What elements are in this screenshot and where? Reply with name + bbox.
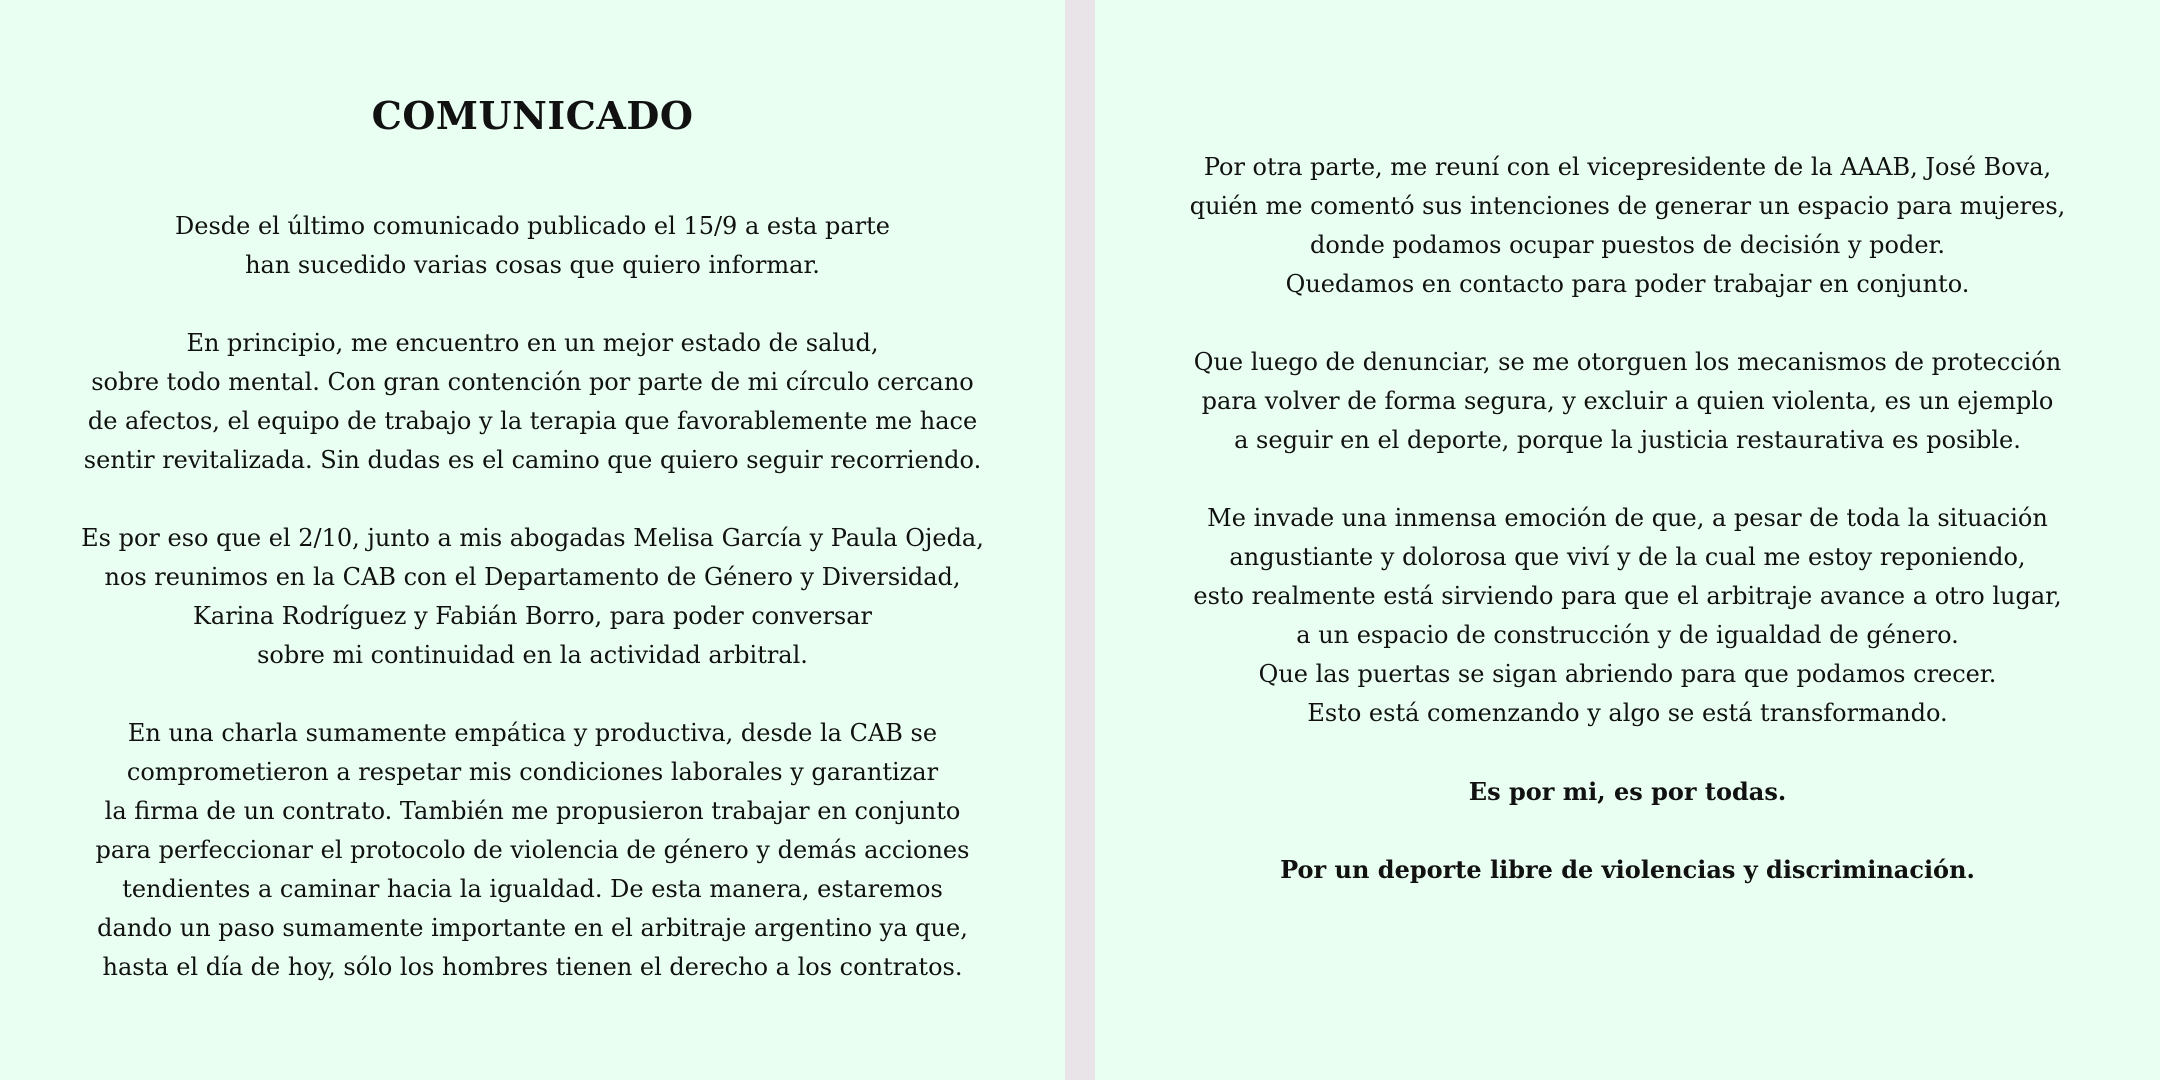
body-line: nos reunimos en la CAB con el Departamento de Género y Diversidad,	[104, 563, 961, 591]
body-line: Por otra parte, me reuní con el vicepresidente de la AAAB, José Bova,	[1203, 153, 2052, 181]
body-line: quién me comentó sus intenciones de generar un espacio para mujeres,	[1189, 192, 2066, 220]
page-title: COMUNICADO	[371, 93, 694, 138]
body-line: Quedamos en contacto para poder trabajar en conjunto.	[1285, 270, 1970, 298]
body-line: Esto está comenzando y algo se está transformando.	[1307, 699, 1948, 727]
body-line: sobre todo mental. Con gran contención por parte de mi círculo cercano	[91, 368, 974, 396]
body-line: esto realmente está sirviendo para que el arbitraje avance a otro lugar,	[1193, 582, 2062, 610]
closing-statement: Por un deporte libre de violencias y discriminación.	[1280, 855, 1975, 884]
body-line: comprometieron a respetar mis condiciones laborales y garantizar	[126, 758, 939, 786]
body-line: a un espacio de construcción y de igualdad de género.	[1296, 621, 1959, 649]
body-line: En principio, me encuentro en un mejor estado de salud,	[186, 329, 879, 357]
body-line: a seguir en el deporte, porque la justicia restaurativa es posible.	[1234, 426, 2021, 454]
body-line: En una charla sumamente empática y productiva, desde la CAB se	[127, 719, 938, 747]
left-page	[0, 0, 1065, 1080]
body-line: sentir revitalizada. Sin dudas es el camino que quiero seguir recorriendo.	[83, 446, 982, 474]
body-line: Desde el último comunicado publicado el 15/9 a esta parte	[175, 212, 890, 240]
body-line: Es por eso que el 2/10, junto a mis abogadas Melisa García y Paula Ojeda,	[81, 524, 984, 552]
closing-slogan: Es por mi, es por todas.	[1468, 777, 1787, 806]
body-line: angustiante y dolorosa que viví y de la cual me estoy reponiendo,	[1229, 543, 2026, 571]
body-line: Me invade una inmensa emoción de que, a pesar de toda la situación	[1207, 504, 2048, 532]
body-line: para volver de forma segura, y excluir a quien violenta, es un ejemplo	[1201, 387, 2054, 415]
body-line: Que luego de denunciar, se me otorguen los mecanismos de protección	[1193, 348, 2062, 376]
right-page	[1095, 0, 2160, 1080]
body-line: tendientes a caminar hacia la igualdad. De esta manera, estaremos	[122, 875, 943, 903]
body-line: donde podamos ocupar puestos de decisión y poder.	[1309, 231, 1946, 259]
body-line: la firma de un contrato. También me propusieron trabajar en conjunto	[104, 797, 961, 825]
body-line: Que las puertas se sigan abriendo para que podamos crecer.	[1258, 660, 1997, 688]
body-line: Karina Rodríguez y Fabián Borro, para poder conversar	[192, 602, 873, 630]
right-body	[1095, 148, 2160, 889]
body-line: de afectos, el equipo de trabajo y la terapia que favorablemente me hace	[87, 407, 978, 435]
body-line: sobre mi continuidad en la actividad arbitral.	[257, 641, 808, 669]
body-line: para perfeccionar el protocolo de violencia de género y demás acciones	[95, 836, 970, 864]
body-line: han sucedido varias cosas que quiero informar.	[245, 251, 820, 279]
left-body	[0, 207, 1065, 987]
body-line: hasta el día de hoy, sólo los hombres tienen el derecho a los contratos.	[102, 953, 963, 981]
body-line: dando un paso sumamente importante en el arbitraje argentino ya que,	[97, 914, 968, 942]
